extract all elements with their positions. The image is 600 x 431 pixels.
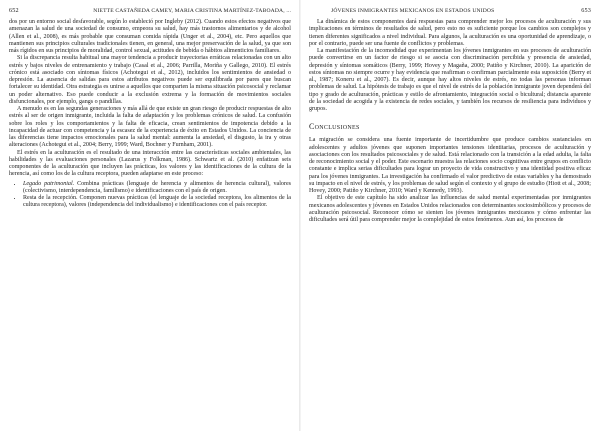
right-running-head: JÓVENES INMIGRANTES MEXICANOS EN ESTADOS UNIDOS: [331, 8, 495, 14]
conclusion-paragraph: La migración se considera una fuente importante de incertidumbre que produce cambios sustanciales en adolescentes y adultos jóvenes que suponen importantes tensiones identitarias, procesos de aculturación y asociaciones con los resultados psicosociales y de salud. Está relacionado con la transición a la edad adulta, la falta de reconocimiento social y el poder. Este escenario muestra las relaciones socio cognitivas entre grupos en conflicto constante e implica serias dificultades para lograr un proyecto de vida constructivo y una identidad positiva eficaz para los jóvenes inmigrantes. La investigación ha confirmado el valor predictivo de estas variables y ha demostrado su impacto en el nivel de estrés, y los problemas de salud según el contexto y el grupo de estudio (Hiott et al., 2008; Hovey, 2000; Patiño y Kirchner, 2010; Ward y Kennedy, 1993).: [309, 137, 591, 194]
section-title-conclusiones: Conclusiones: [309, 122, 360, 132]
list-item-text: Resta de la recepción. Componen nuevas prácticas (el lenguaje de la sociedad receptora, los alimentos de la cultura receptora), valores (independencia del individualismo) e identificaciones con el país receptor.: [23, 195, 291, 209]
right-paragraph: La dinámica de estos componentes dará respuestas para comprender mejor los procesos de aculturación y sus implicaciones en términos de resultados de salud, pero esto no es suficiente porque los cambios son complejos y tienen diferentes significados a nivel individual. Para algunos, la aculturación es una oportunidad de aprendizaje, o por el contrario, puede ser una fuente de conflictos y problemas.: [309, 19, 591, 47]
left-running-head: NIETTE CASTAÑEDA CAMEY, MARIA CRISTINA MARTÍNEZ-TABOADA, ...: [93, 8, 291, 14]
left-paragraph: A menudo es en las segundas generaciones y más allá de que existe un gran riesgo de producir respuestas de alto estrés al ser de origen inmigrante, incluida la falta de adaptación y los problemas crónicos de salud. La confusión sobre los roles y los comportamientos y la falta de eficacia, crean sentimientos de impotencia debido a la incapacidad de actuar con competencia y la escasez de la experiencia de éxito en Estados Unidos. La conciencia de las diferencias tiene impactos emocionales para la salud mental: aumenta la ansiedad, el disgusto, la ira y otras alteraciones (Achotegui et al., 2004; Berry, 1999; Ward, Bochner y Furnham, 2001).: [9, 106, 291, 149]
list-item-term: Legado patrimonial.: [23, 180, 75, 187]
left-paragraph: dos por un entorno social desfavorable, según lo estableció por Ingleby (2012). Cuando estos efectos negativos que amenazan la salud de una sociedad de consumo, empeora su salud, hay más trastornos alimentarios y de alcohol (Allen et al., 2008), es más probable que consuman comida rápida (Unger et al., 2004), etc. Pero aquellos que mantienen sus principios culturales tradicionales tienen, en general, una mejor preservación de la salud, ya que son más rígidos en sus principios de moralidad, control sexual, actitudes de bebida o hábitos alimenticios familiares.: [9, 19, 291, 54]
right-paragraph: La manifestación de la incomodidad que experimentan los jóvenes inmigrantes en sus procesos de aculturación puede convertirse en un factor de riesgo si se asocia con discriminación percibida y presencia de ansiedad, depresión y síntomas somáticos (Berry, 1999; Hovey y Magaña, 2000; Patiño y Kirchner, 2010). La aparición de estos síntomas no siempre ocurre y hay evidencia que reafirman o confirman parcialmente esta suposición (Berry et al., 1987; Koneru et al., 2007). Es decir, aunque hay altos niveles de estrés, no todas las personas informan problemas de salud. La hipótesis de trabajo es que el nivel de estrés de la población inmigrante joven dependerá del tipo y grado de aculturación, prácticas y estilo de afrontamiento, integración social o bicultural; distancia aparente de la sociedad de acogida y la existencia de redes sociales, y también los recursos de resiliencia para individuos y grupos.: [309, 48, 591, 112]
right-page-header: [309, 7, 591, 14]
conclusion-paragraph: El objetivo de este capítulo ha sido analizar las influencias de salud mental experimentadas por inmigrantes mexicanos adolescentes y jóvenes en Estados Unidos relacionados con determinantes sociosimbólicos y procesos de aculturación psicosocial. Reconocer cómo se sienten los jóvenes inmigrantes mexicanos y cómo enfrentar las dificultades será útil para comprender mejor la complejidad de estos fenómenos. Aun así, los procesos de: [309, 195, 591, 223]
left-paragraph: El estrés en la aculturación es el resultado de una interacción entre las características sociales ambientales, las habilidades y las evaluaciones personales (Lazarus y Folkman, 1986). Schwartz et al. (2010) enfatizan seis componentes de la aculturación que incluyen las prácticas, los valores y las identificaciones de la cultura de la herencia, así como los de la cultura receptora, pueden adaptarse en este proceso:: [9, 149, 291, 178]
right-page-number: 653: [581, 7, 591, 14]
left-page-number: 652: [9, 7, 19, 14]
list-item: [23, 195, 291, 210]
left-page-header: [9, 7, 291, 14]
right-page: [300, 0, 600, 431]
list-item: [23, 181, 291, 196]
list-item-text: Combina prácticas (lenguaje de herencia y alimentos de herencia cultural), valores (colectivismo, interdependencia, familismo) e identificaciones con el país de origen.: [23, 180, 291, 194]
left-paragraph: Si la discrepancia resulta habitual una mayor tendencia a producir trayectorias erráticas relacionadas con un alto estrés y bajos niveles de entrenamiento y trabajo (Casal et al., 2006; Parrilla, Moriña y Gallego, 2010). El estrés crónico está asociado con síntomas físicos (Achotegui et al., 2012), incluidos los sentimientos de ansiedad o depresión. La ausencia de salidas para estos atributos negativos puede ser equilibrada por pares que buscan fortalecer su identidad. Otra estrategia es unirse a aquellos que comparten la misma situación psicosocial y reclamar un poder alternativo. Eso puede conducir a la exclusión extrema y la formación de movimientos sociales disfuncionales, por ejemplo, gangs o pandillas.: [9, 55, 291, 105]
acculturation-component-list: [9, 181, 291, 210]
